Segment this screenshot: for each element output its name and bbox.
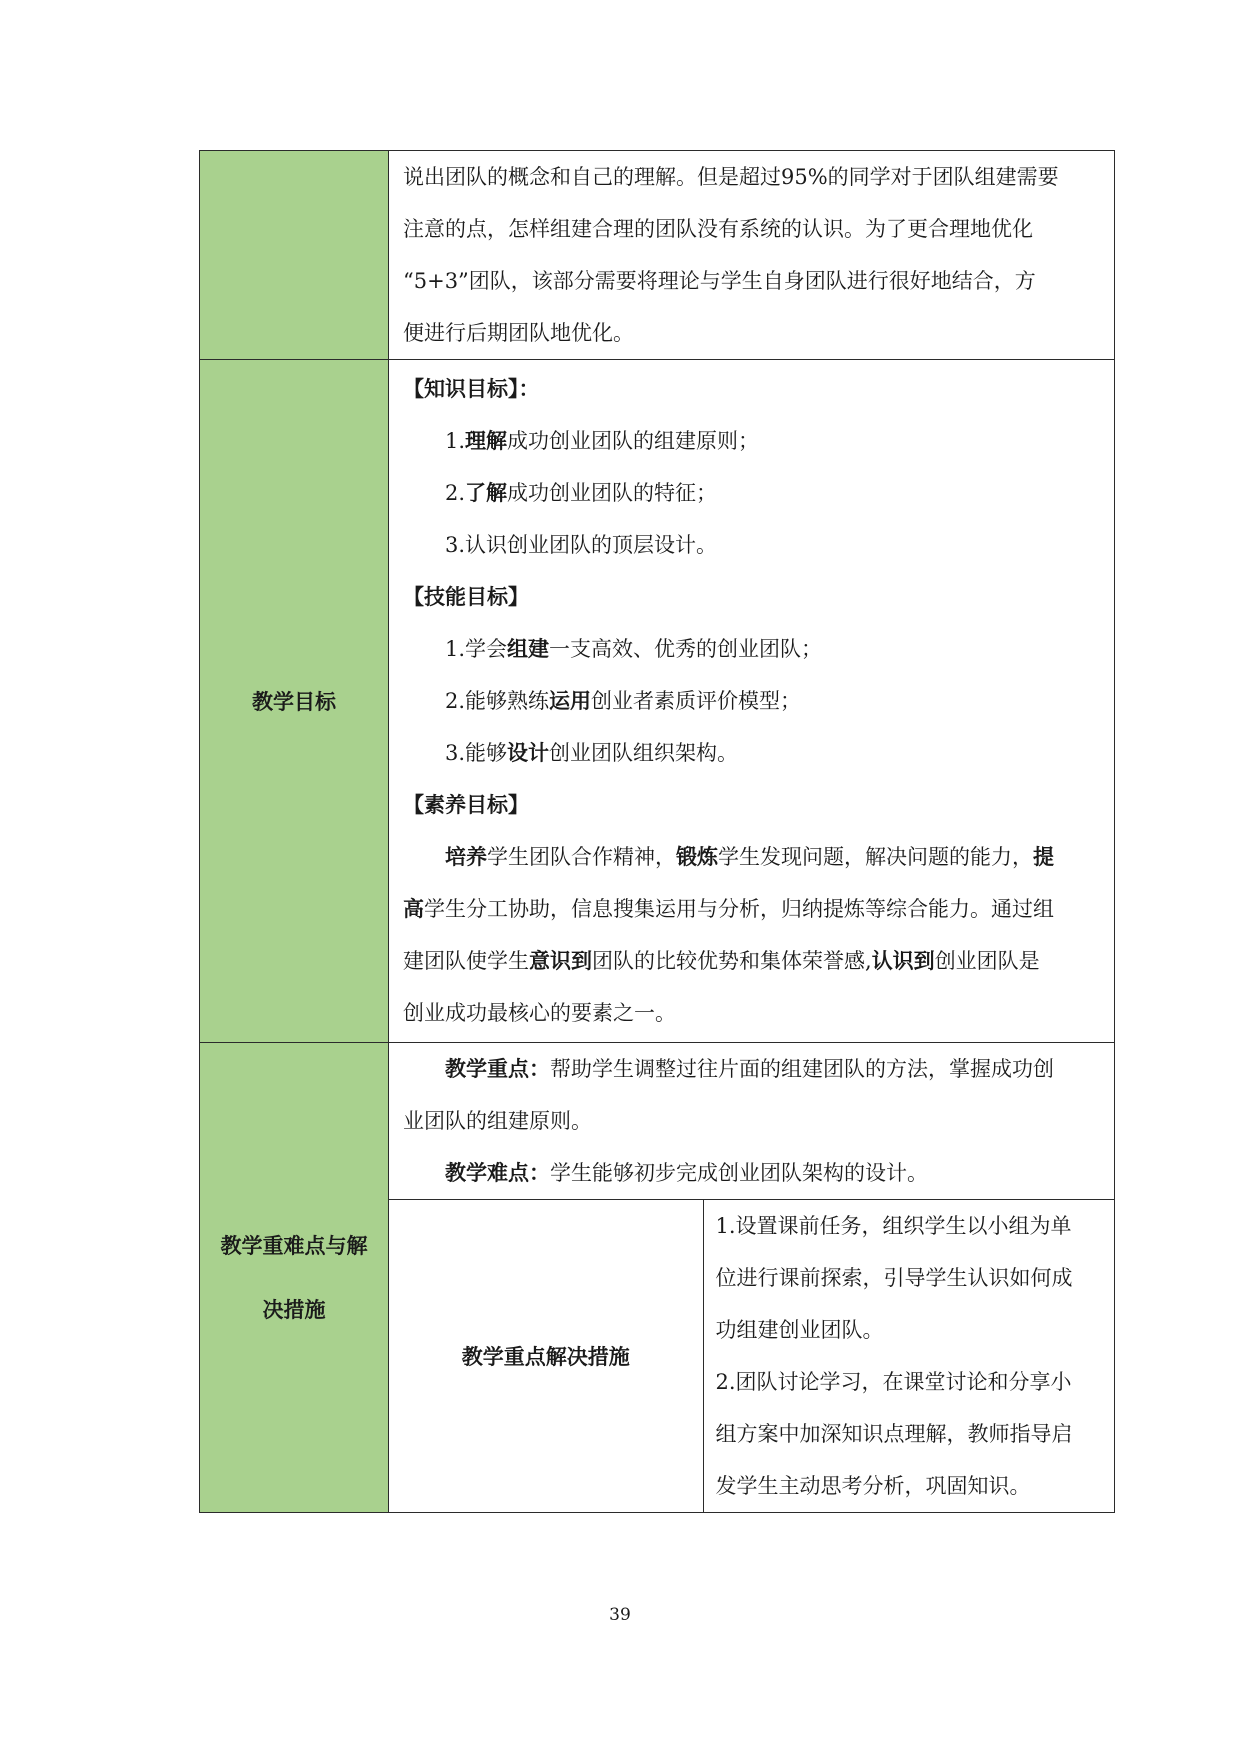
objectives-row — [200, 360, 1115, 1043]
difficulty-line: 教学难点：学生能够初步完成创业团队架构的设计。 — [445, 1161, 928, 1185]
measures-cell — [703, 1200, 1114, 1512]
measure-line: 组方案中加深知识点理解，教师指导启 — [715, 1422, 1073, 1446]
measure-line: 功组建创业团队。 — [715, 1318, 884, 1342]
objectives-cell — [389, 360, 1115, 1043]
measure-line: 位进行课前探索，引导学生认识如何成 — [715, 1266, 1073, 1290]
intro-line: 注意的点，怎样组建合理的团队没有系统的认识。为了更合理地优化 — [403, 217, 1033, 241]
measure-line: 1.设置课前任务，组织学生以小组为单 — [715, 1214, 1072, 1238]
knowledge-item: 2.了解成功创业团队的特征； — [445, 481, 718, 505]
focus-line: 教学重点：帮助学生调整过往片面的组建团队的方法，掌握成功创 — [445, 1057, 1054, 1081]
skill-heading: 【技能目标】 — [403, 585, 529, 609]
intro-label-cell — [200, 151, 389, 360]
measure-line: 2.团队讨论学习，在课堂讨论和分享小 — [715, 1370, 1072, 1394]
skill-item: 1.学会组建一支高效、优秀的创业团队； — [445, 637, 823, 661]
lesson-table — [199, 150, 1115, 1513]
keypoints-cell — [389, 1043, 1115, 1513]
keypoints-row — [200, 1043, 1115, 1513]
measures-label: 教学重点解决措施 — [389, 1200, 703, 1512]
literacy-paragraph: 培养学生团队合作精神，锻炼学生发现问题，解决问题的能力，提 高学生分工协助，信息搜集运用与分析，归纳提炼等综合能力。通过组 建团队使学生意识到团队的比较优势和集体荣誉感,认识到创业团队是 创业成功最核心的要素之一。 — [403, 845, 1054, 1025]
page-number: 39 — [609, 1605, 631, 1625]
intro-line: “5+3”团队，该部分需要将理论与学生自身团队进行很好地结合，方 — [403, 269, 1036, 293]
measure-line: 发学生主动思考分析，巩固知识。 — [715, 1474, 1031, 1498]
intro-line: 说出团队的概念和自己的理解。但是超过95%的同学对于团队组建需要 — [403, 165, 1059, 189]
measures-table — [389, 1200, 1114, 1512]
knowledge-heading: 【知识目标】： — [403, 377, 540, 401]
intro-row — [200, 151, 1115, 360]
knowledge-item: 3.认识创业团队的顶层设计。 — [445, 533, 718, 557]
skill-item: 2.能够熟练运用创业者素质评价模型； — [445, 689, 802, 713]
objectives-label: 教学目标 — [200, 360, 389, 1043]
focus-line: 业团队的组建原则。 — [403, 1109, 592, 1133]
intro-line: 便进行后期团队地优化。 — [403, 321, 634, 345]
literacy-heading: 【素养目标】 — [403, 793, 529, 817]
knowledge-item: 1.理解成功创业团队的组建原则； — [445, 429, 760, 453]
keypoints-label: 教学重难点与解 决措施 — [200, 1043, 389, 1513]
skill-item: 3.能够设计创业团队组织架构。 — [445, 741, 739, 765]
intro-text-cell — [389, 151, 1115, 360]
